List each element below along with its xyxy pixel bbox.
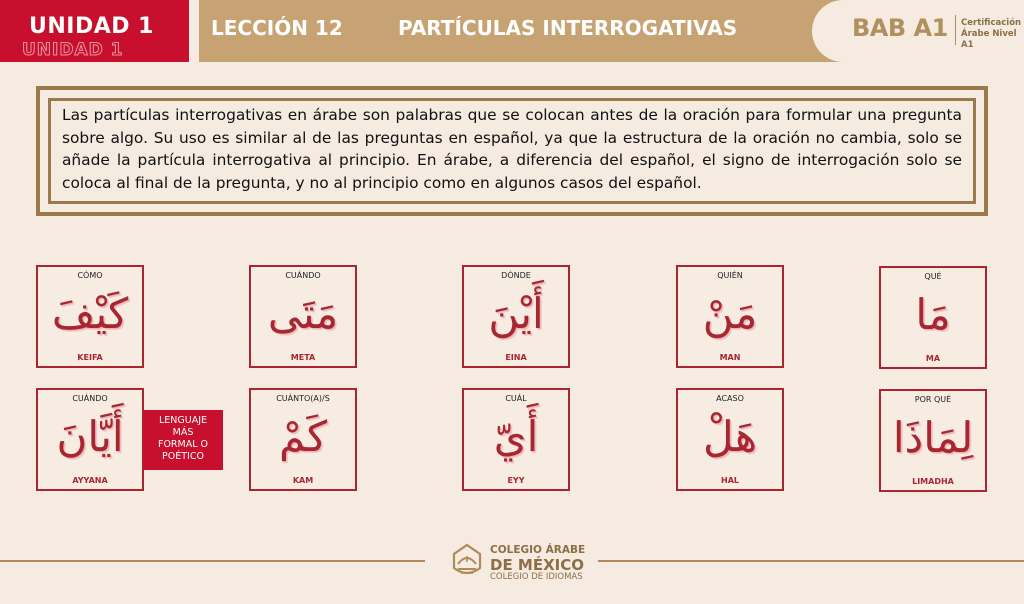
- card-transliteration: LIMADHA: [912, 477, 954, 486]
- card-transliteration: KEIFA: [77, 353, 103, 362]
- particle-card-keifa: [36, 265, 144, 368]
- school-name-line3: COLEGIO DE IDIOMAS: [490, 572, 583, 582]
- footer-divider-left: [0, 560, 425, 562]
- card-meaning: DÓNDE: [501, 271, 531, 280]
- card-meaning: QUÉ: [924, 272, 942, 281]
- school-name-line1: COLEGIO ÁRABE: [490, 544, 586, 556]
- card-arabic-word: أَيّ: [493, 412, 539, 461]
- particle-card-man: [676, 265, 784, 368]
- particle-card-hal: [676, 388, 784, 491]
- card-arabic-word: مَنْ: [702, 289, 758, 338]
- section-title: PARTÍCULAS INTERROGATIVAS: [398, 16, 738, 40]
- unit-title: UNIDAD 1: [29, 14, 154, 39]
- card-transliteration: EYY: [507, 476, 525, 485]
- card-arabic-word: مَتَى: [267, 289, 339, 338]
- card-transliteration: META: [290, 353, 316, 362]
- card-transliteration: AYYANA: [72, 476, 108, 485]
- card-arabic-word: لِمَاذَا: [892, 413, 974, 462]
- footer-divider-right: [598, 560, 1024, 562]
- particle-card-kam: [249, 388, 357, 491]
- card-arabic-word: أَيْنَ: [488, 289, 544, 338]
- particle-card-eyy: [462, 388, 570, 491]
- particle-card-limadha: [879, 389, 987, 492]
- brand-subtitle: Certificación Árabe Nivel A1: [961, 18, 1022, 50]
- card-arabic-word: كَمْ: [279, 412, 327, 461]
- card-meaning: ACASO: [716, 394, 744, 403]
- card-meaning: CUÁNDO: [285, 271, 321, 280]
- card-meaning: CUÁNDO: [72, 394, 108, 403]
- card-arabic-word: مَا: [915, 290, 951, 339]
- particle-card-eina: [462, 265, 570, 368]
- card-transliteration: MAN: [719, 353, 741, 362]
- card-arabic-word: كَيْفَ: [51, 289, 129, 338]
- card-transliteration: HAL: [721, 476, 739, 485]
- card-meaning: CUÁNTO(A)/S: [276, 394, 330, 403]
- card-meaning: CUÁL: [505, 394, 527, 403]
- card-meaning: CÓMO: [77, 271, 103, 280]
- card-meaning: POR QUÉ: [914, 395, 952, 404]
- unit-title-decoration: UNIDAD 1: [22, 42, 124, 60]
- school-name-line2: DE MÉXICO: [490, 556, 584, 574]
- card-arabic-word: أَيَّانَ: [56, 412, 124, 461]
- card-transliteration: EINA: [505, 353, 527, 362]
- intro-paragraph: Las partículas interrogativas en árabe son palabras que se colocan antes de la oración para formular una pregunta sobre algo. Su uso es similar al de las preguntas en español, ya que la estructura de la oración no cambia, solo se añade la partícula interrogativa al principio. En árabe, a diferencia del español, el signo de interrogación solo se coloca al final de la pregunta, y no al principio como en algunos casos del español.: [62, 106, 962, 192]
- card-transliteration: KAM: [292, 476, 314, 485]
- card-transliteration: MA: [925, 354, 941, 363]
- brand-logo-text: BAB A1: [852, 14, 948, 42]
- card-arabic-word: هَلْ: [703, 412, 757, 461]
- particle-card-ma: [879, 266, 987, 369]
- header-bar: [0, 0, 1024, 62]
- particle-card-ayyana: [36, 388, 144, 491]
- school-emblem-icon: [447, 542, 487, 582]
- card-meaning: QUIÉN: [717, 271, 743, 280]
- brand-separator: [955, 15, 956, 45]
- particle-card-meta: [249, 265, 357, 368]
- formal-language-note: LENGUAJE MÁS FORMAL O POÉTICO: [143, 410, 223, 470]
- lesson-title: LECCIÓN 12: [211, 16, 343, 40]
